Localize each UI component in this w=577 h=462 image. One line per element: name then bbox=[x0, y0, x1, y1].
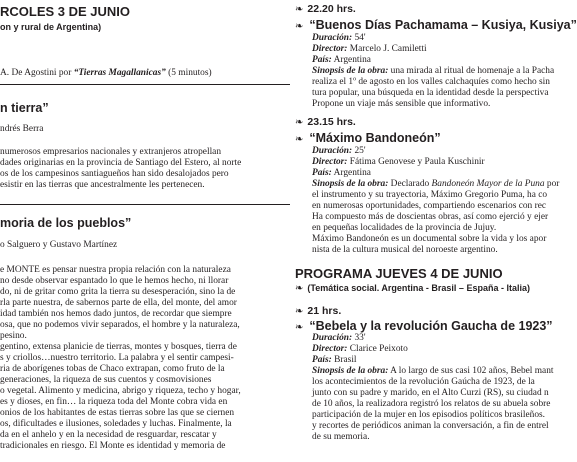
b2-time bbox=[295, 116, 356, 128]
b1-details bbox=[312, 33, 554, 110]
country-label: País: bbox=[312, 355, 332, 365]
day-subtitle: on y rural de Argentina) bbox=[0, 22, 102, 32]
fleuron-icon: ❧ bbox=[295, 21, 304, 32]
b2-synopsis-first bbox=[312, 179, 559, 190]
film2-synopsis-line: rla parte nuestra, de sabernos parte de ella, del monte, del amor bbox=[0, 298, 237, 308]
film2-synopsis bbox=[0, 265, 241, 452]
director-label: Director: bbox=[312, 44, 348, 54]
b3-title-text: “Bebela y la revolución Gaucha de 1923” bbox=[309, 319, 553, 333]
b1-duration bbox=[312, 33, 554, 44]
b1-title bbox=[295, 18, 577, 32]
b3-details bbox=[312, 333, 554, 443]
program-heading-thursday: PROGRAMA JUEVES 4 DE JUNIO bbox=[295, 266, 503, 281]
country-label: País: bbox=[312, 55, 332, 65]
country-value: Argentina bbox=[331, 168, 371, 178]
fleuron-icon: ❧ bbox=[295, 306, 304, 317]
b2-details bbox=[312, 146, 559, 256]
director-value: Clarice Peixoto bbox=[347, 344, 408, 354]
film2-synopsis-line: s y criollos…nuestro territorio. La palabra y el sentir campesi- bbox=[0, 353, 234, 363]
b2-director bbox=[312, 157, 559, 168]
film2-synopsis-line: onios de los habitantes de estas tierras sobre las que se ciernen bbox=[0, 408, 235, 418]
b2-synopsis-line: en pequeñas localidades de la provincia de Jujuy. bbox=[312, 223, 497, 233]
b1-time bbox=[295, 3, 356, 15]
intro-line bbox=[0, 68, 212, 79]
b2-synopsis-line: Máximo Bandoneón es un documental sobre la vida y los apor bbox=[312, 234, 547, 244]
b3-director bbox=[312, 344, 554, 355]
intro-suffix: (5 minutos) bbox=[165, 68, 212, 78]
film2-title: moria de los pueblos” bbox=[0, 216, 132, 230]
film1-title: n tierra” bbox=[0, 101, 49, 115]
b3-synopsis-line: de su memoria. bbox=[312, 432, 370, 442]
b3-synopsis-first bbox=[312, 366, 554, 377]
b3-synopsis-line: de 10 años, la realizadora registró los relatos de su abuela sobre bbox=[312, 399, 551, 409]
b1-time-text: 22.20 hrs. bbox=[307, 3, 356, 15]
duration-label: Duración: bbox=[312, 33, 353, 43]
film2-synopsis-line: tradicionales en riesgo. El Monte es identidad y memoria de bbox=[0, 441, 226, 451]
intro-title: “Tierras Magallanicas” bbox=[73, 68, 166, 78]
fleuron-icon: ❧ bbox=[295, 134, 304, 145]
b3-country bbox=[312, 355, 554, 366]
b2-time-text: 23.15 hrs. bbox=[307, 116, 356, 128]
film1-synopsis bbox=[0, 147, 241, 191]
synopsis-text: una mirada al ritual de homenaje a la Pacha bbox=[388, 66, 555, 76]
b3-time bbox=[295, 305, 341, 317]
section-divider bbox=[0, 84, 290, 85]
b3-synopsis-line: junto con su padre y marido, en el Alto Curzi (RS), su ciudad n bbox=[312, 388, 549, 398]
fleuron-icon: ❧ bbox=[295, 283, 304, 294]
synopsis-label: Sinopsis de la obra: bbox=[312, 179, 389, 189]
country-label: País: bbox=[312, 168, 332, 178]
b3-synopsis-line: los acontecimientos de la revolución Gaúcha de 1923, de la bbox=[312, 377, 535, 387]
film2-synopsis-line: generaciones, la riqueza de sus cuentos y cosmovisiones bbox=[0, 375, 212, 385]
film2-synopsis-line: gentino, extensa planicie de tierras, montes y bosques, tierra de bbox=[0, 342, 237, 352]
film2-synopsis-line: es y dioses, en fin… la riqueza toda del Monte cobra vida en bbox=[0, 397, 228, 407]
synopsis-italic: Bandoneón Mayor de la Puna bbox=[431, 179, 545, 189]
film2-synopsis-line: no desde observar espantado lo que le hemos hecho, ni llorar bbox=[0, 276, 229, 286]
b3-duration bbox=[312, 333, 554, 344]
b2-synopsis-line: en numerosas oportunidades, compartiendo escenarios con rec bbox=[312, 201, 547, 211]
synopsis-text: A lo largo de sus casi 102 años, Bebel mant bbox=[388, 366, 554, 376]
b3-synopsis-line: participación de la mujer en los episodios políticos brasileños. bbox=[312, 410, 546, 420]
director-label: Director: bbox=[312, 344, 348, 354]
b3-title bbox=[295, 319, 553, 333]
b1-synopsis-line: tura popular, una búsqueda en la identidad desde la perspectiva bbox=[312, 88, 549, 98]
day-heading-wednesday: RCOLES 3 DE JUNIO bbox=[0, 4, 131, 19]
film2-synopsis-line: da en el anhelo y en la necesidad de resguardar, rescatar y bbox=[0, 430, 217, 440]
synopsis-label: Sinopsis de la obra: bbox=[312, 66, 389, 76]
film2-synopsis-line: osa, que no podemos vivir separados, el hombre y la naturaleza, bbox=[0, 320, 240, 330]
b2-country bbox=[312, 168, 559, 179]
director-label: Director: bbox=[312, 157, 348, 167]
b3-synopsis-line: y recortes de periódicos animan la conversación, a fin de entrel bbox=[312, 421, 549, 431]
b2-synopsis-line: el instrumento y su trayectoria, Máximo Gregorio Puma, ha co bbox=[312, 190, 548, 200]
film2-synopsis-line: ria de aborígenes tobas de Chaco extrapan, como fruto de la bbox=[0, 364, 225, 374]
b1-title-text: “Buenos Días Pachamama – Kusiya, Kusiya” bbox=[309, 18, 577, 32]
film2-synopsis-line: pesino. bbox=[0, 331, 27, 341]
program-subtitle bbox=[295, 283, 530, 294]
director-value: Marcelo J. Camiletti bbox=[347, 44, 427, 54]
film2-director: o Salguero y Gustavo Martínez bbox=[0, 240, 118, 250]
intro-prefix: A. De Agostini por bbox=[0, 68, 74, 78]
duration-label: Duración: bbox=[312, 333, 353, 343]
b2-synopsis-line: Ha compuesto más de doscientas obras, así como ejerció y ejer bbox=[312, 212, 549, 222]
film2-synopsis-line: os, dificultades e ilusiones, soledades y luchas. Finalmente, la bbox=[0, 419, 232, 429]
b2-title-text: “Máximo Bandoneón” bbox=[309, 131, 441, 145]
b1-country bbox=[312, 55, 554, 66]
film2-synopsis-line: idad también nos hemos dado juntos, de recordar que siempre bbox=[0, 309, 232, 319]
film2-synopsis-line: o vegetal. Alimento y medicina, abrigo y riqueza, techo y hogar, bbox=[0, 386, 241, 396]
film1-director: ndrés Berra bbox=[0, 124, 44, 134]
b2-duration bbox=[312, 146, 559, 157]
b2-title bbox=[295, 131, 441, 145]
director-value: Fátima Genovese y Paula Kuschinir bbox=[347, 157, 485, 167]
country-value: Brasil bbox=[331, 355, 357, 365]
b1-synopsis-line: realiza el 1º de agosto en los valles calchaquíes como hecho sin bbox=[312, 77, 550, 87]
fleuron-icon: ❧ bbox=[295, 117, 304, 128]
synopsis-text-end: por bbox=[544, 179, 560, 189]
b1-synopsis-line: Propone un viaje más sensible que informativo. bbox=[312, 99, 491, 109]
program-subtitle-text: (Temática social. Argentina - Brasil – España - Italia) bbox=[307, 283, 530, 293]
film2-synopsis-line: e MONTE es pensar nuestra propia relación con la naturaleza bbox=[0, 265, 231, 275]
synopsis-label: Sinopsis de la obra: bbox=[312, 366, 389, 376]
film2-synopsis-line: do, ni de gritar como grita la tierra su desesperación, sino la de bbox=[0, 287, 236, 297]
b1-director bbox=[312, 44, 554, 55]
film1-synopsis-line: dades originarias en la provincia de Santiago del Estero, al norte bbox=[0, 158, 242, 168]
b2-synopsis-line: nista de la cultura musical del noroeste argentino. bbox=[312, 245, 498, 255]
duration-value: 54' bbox=[352, 33, 366, 43]
duration-label: Duración: bbox=[312, 146, 353, 156]
fleuron-icon: ❧ bbox=[295, 322, 304, 333]
fleuron-icon: ❧ bbox=[295, 4, 304, 15]
film1-synopsis-line: os de los campesinos santiagueños han sido desalojados pero bbox=[0, 169, 229, 179]
b3-time-text: 21 hrs. bbox=[307, 305, 342, 317]
film1-synopsis-line: esistir en las tierras que ancestralmente les pertenecen. bbox=[0, 180, 205, 190]
b1-synopsis-first bbox=[312, 66, 554, 77]
country-value: Argentina bbox=[331, 55, 371, 65]
synopsis-text: Declarado bbox=[388, 179, 432, 189]
duration-value: 33' bbox=[352, 333, 366, 343]
film1-synopsis-line: numerosos empresarios nacionales y extranjeros atropellan bbox=[0, 147, 222, 157]
duration-value: 25' bbox=[352, 146, 366, 156]
section-divider bbox=[0, 204, 290, 205]
